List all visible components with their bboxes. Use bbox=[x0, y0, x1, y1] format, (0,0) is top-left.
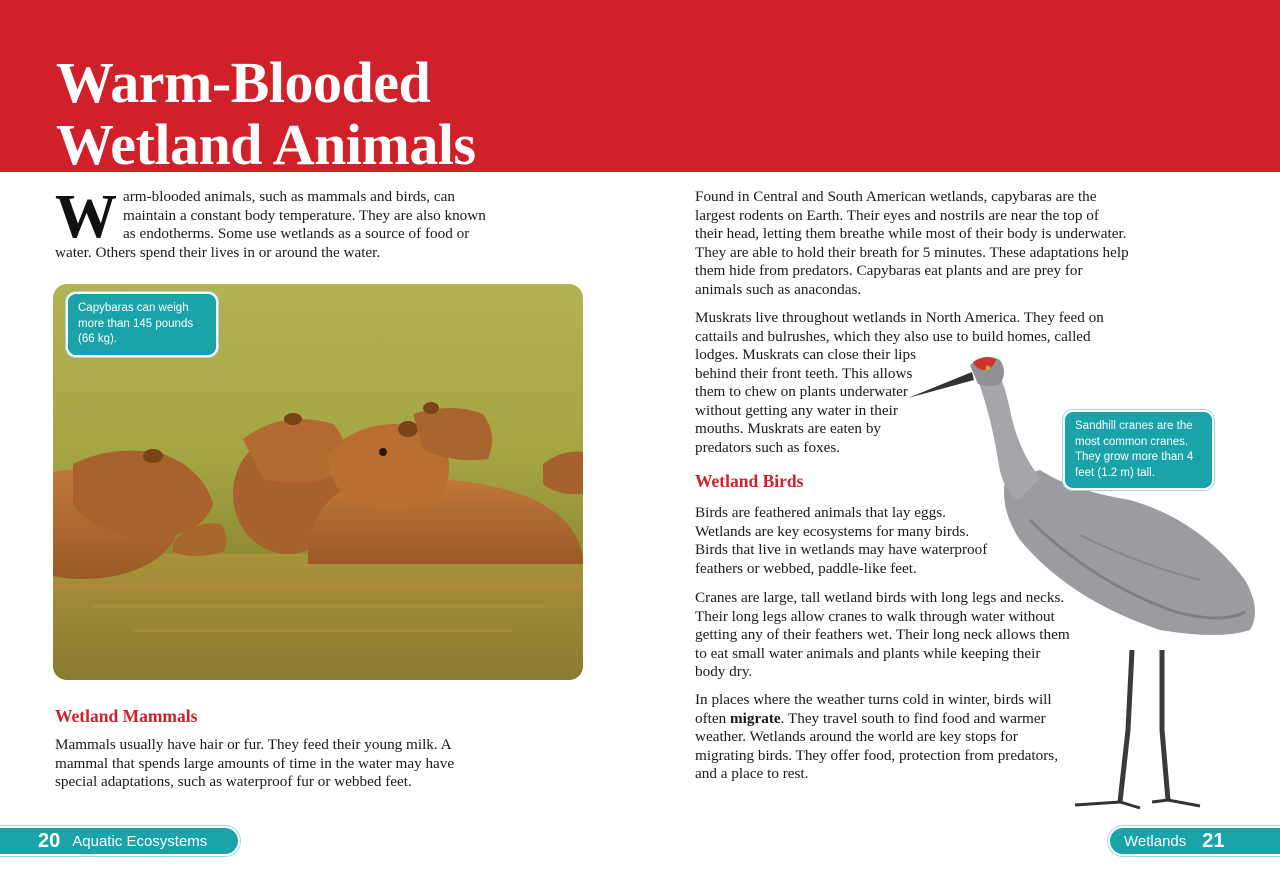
muskrat-paragraph-top: Muskrats live throughout wetlands in North America. They feed on cattails and bulrushes, which they also use to build homes, called bbox=[695, 309, 1104, 345]
migrate-text-before: In places where the weather turns cold in winter, birds will often bbox=[695, 691, 1052, 727]
migrate-text-after: . They travel south to find food and warmer weather. Wetlands around the world are key stops for migrating birds. They offer food, protection from predators, and a place to rest. bbox=[695, 709, 1059, 782]
capybara-photo bbox=[53, 284, 583, 680]
capybara-callout: Capybaras can weigh more than 145 pounds (66 kg). bbox=[66, 292, 218, 357]
cranes-paragraph: Cranes are large, tall wetland birds with long legs and necks. Their long legs allow cranes to walk through water without getting any of their feathers wet. Their long neck allows them to eat small water animals and plants while keeping their body dry. bbox=[695, 589, 1070, 680]
page-number-left: 20 bbox=[38, 829, 61, 852]
footer-left-tab bbox=[0, 826, 240, 856]
footer-right-label: Wetlands bbox=[1124, 832, 1187, 850]
birds-heading: Wetland Birds bbox=[695, 471, 804, 491]
migrate-term: migrate bbox=[730, 709, 781, 727]
page-title-line-2: Wetland Animals bbox=[56, 112, 476, 177]
page-title bbox=[56, 52, 476, 176]
intro-paragraph bbox=[55, 183, 495, 262]
birds-paragraph: Birds are feathered animals that lay eggs. Wetlands are key ecosystems for many birds. Birds that live in wetlands may have waterproof feathers or webbed, paddle-like feet. bbox=[695, 504, 988, 577]
drop-cap: W bbox=[55, 183, 117, 251]
footer-left-label: Aquatic Ecosystems bbox=[72, 832, 208, 850]
crane-callout: Sandhill cranes are the most common cranes. They grow more than 4 feet (1.2 m) tall. bbox=[1063, 410, 1214, 490]
capybara-paragraph: Found in Central and South American wetlands, capybaras are the largest rodents on Earth. Their eyes and nostrils are near the top of their head, letting them breathe while most of their body is underwater. They are able to hold their breath for 5 minutes. These adaptations help them hide from predators. Capybaras eat plants and are prey for animals such as anacondas. bbox=[695, 188, 1129, 298]
page-number-right: 21 bbox=[1202, 829, 1225, 852]
intro-text: arm-blooded animals, such as mammals and birds, can maintain a constant body temperature. They are also known as endotherms. Some use wetlands as a source of food or water. Others spend their lives in or around the water. bbox=[55, 188, 486, 261]
footer-right-tab bbox=[1108, 826, 1280, 856]
muskrat-paragraph-rest: lodges. Muskrats can close their lips behind their front teeth. This allows them to chew on plants underwater without getting any water in their mouths. Muskrats are eaten by predators such as foxes. bbox=[695, 346, 917, 456]
mammals-paragraph: Mammals usually have hair or fur. They feed their young milk. A mammal that spends large amounts of time in the water may have special adaptations, such as waterproof fur or webbed feet. bbox=[55, 736, 455, 790]
page-title-line-1: Warm-Blooded bbox=[56, 50, 431, 115]
mammals-heading: Wetland Mammals bbox=[55, 706, 198, 726]
